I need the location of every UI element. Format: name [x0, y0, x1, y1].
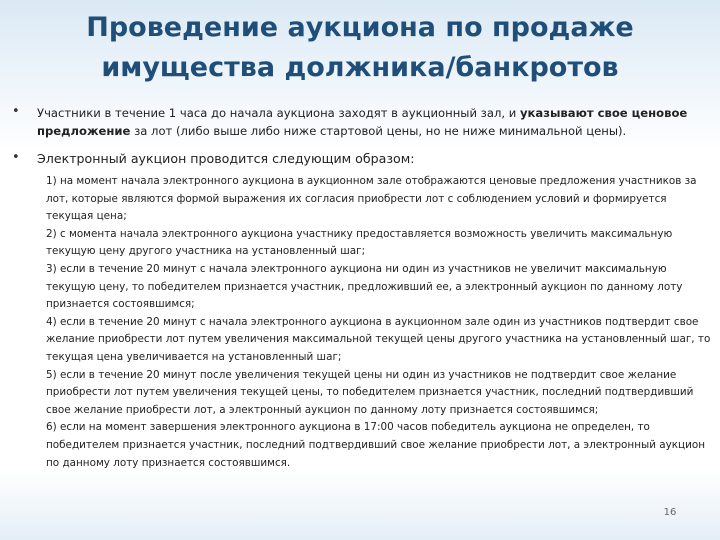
- bullet-text: [37, 104, 702, 140]
- bullet1-text-before: Участники в течение 1 часа до начала аукциона заходят в аукционный зал, и: [37, 106, 520, 120]
- title-line-2: имущества должника/банкротов: [101, 52, 619, 83]
- bullet1-text-bold: указывают свое ценовое предложение: [37, 106, 688, 138]
- slide-title: [40, 8, 680, 88]
- slide-background-bottom: [0, 470, 720, 540]
- procedure-item-2: 2) с момента начала электронного аукциона участнику предоставляется возможность увеличить максимальную текущую цену другого участника на установленный шаг;: [46, 227, 673, 258]
- procedure-item-5: 5) если в течение 20 минут после увеличения текущей цены ни один из участников не подтвердит свое желание приобрести лот путем увеличения текущей цены, то победителем признается участник, последний подтвердивший свое желание приобрести лот, а электронный аукцион по данному лоту признается состоявшимся;: [46, 368, 694, 416]
- title-line-1: Проведение аукциона по продаже: [86, 12, 634, 43]
- bullet-text: Электронный аукцион проводится следующим образом:: [37, 151, 415, 166]
- bullet-dot: •: [12, 150, 20, 165]
- procedure-item-4: 4) если в течение 20 минут с начала электронного аукциона в аукционном зале один из участников подтвердит свое желание приобрести лот путем увеличения максимальной текущей цены другого участника на установленный шаг, то текущая цена увеличивается на установленный шаг;: [46, 315, 711, 363]
- procedure-list: [46, 173, 714, 472]
- procedure-item-6: 6) если на момент завершения электронного аукциона в 17:00 часов победитель аукциона не определен, то победителем признается участник, последний подтвердивший свое желание приобрести лот, а электронный аукцион по данному лоту признается состоявшимся.: [46, 421, 706, 469]
- procedure-item-1: 1) на момент начала электронного аукциона в аукционном зале отображаются ценовые предложения участников за лот, которые являются формой выражения их согласия приобрести лот с соблюдением условий и формируется текущая цена;: [46, 175, 697, 223]
- bullet1-text-after: за лот (либо выше либо ниже стартовой цены, но не ниже минимальной цены).: [130, 124, 627, 138]
- bullet-dot: •: [12, 104, 20, 119]
- procedure-item-3: 3) если в течение 20 минут с начала электронного аукциона ни один из участников не увеличит максимальную текущую цену, то победителем признается участник, предложивший ее, а электронный аукцион по данному лоту признается состоявшимся;: [46, 262, 683, 311]
- page-number: 16: [663, 507, 677, 518]
